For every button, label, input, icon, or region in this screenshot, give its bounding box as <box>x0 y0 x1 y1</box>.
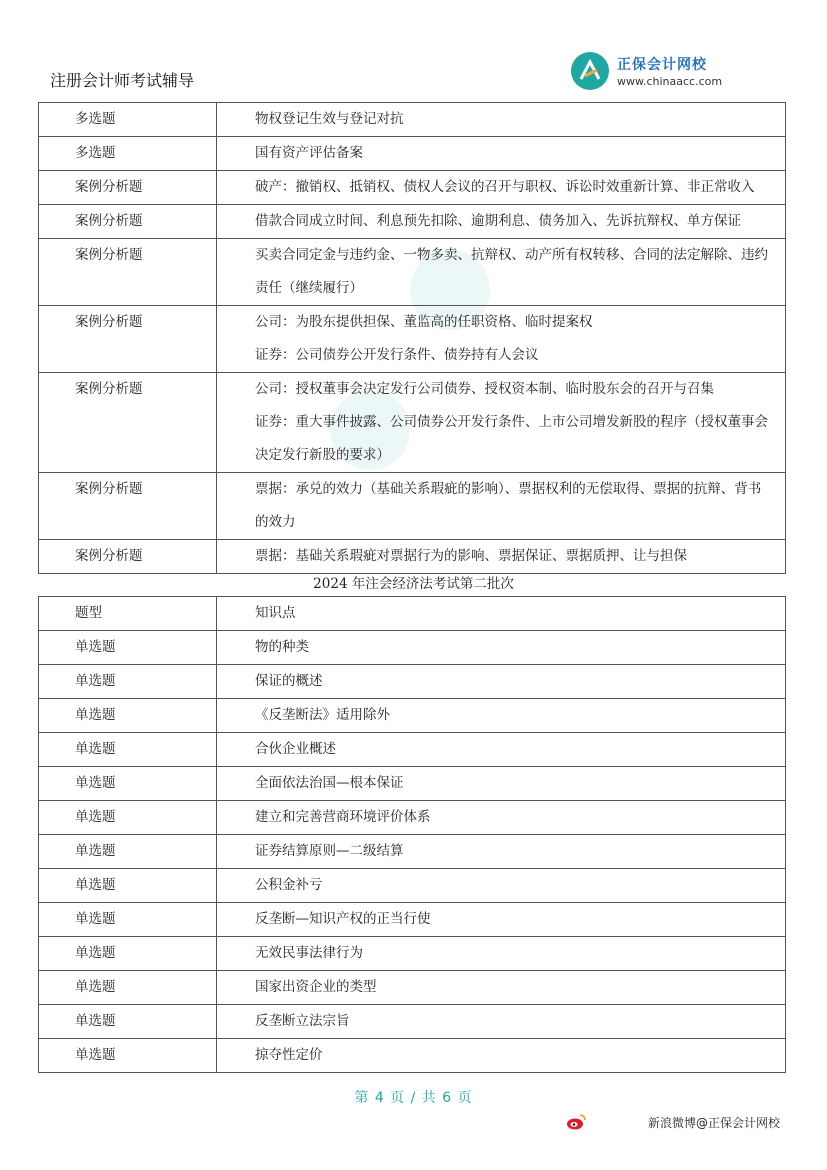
table-row <box>39 239 786 306</box>
knowledge-point-line: 证券：重大事件披露、公司债券公开发行条件、上市公司增发新股的程序（授权董事会 <box>255 414 768 430</box>
knowledge-point-cell <box>217 869 786 903</box>
table-row <box>39 1005 786 1039</box>
question-type-cell: 单选题 <box>39 767 217 801</box>
table-row <box>39 835 786 869</box>
table-row <box>39 869 786 903</box>
column-header-type: 题型 <box>39 597 217 631</box>
knowledge-point-line: 买卖合同定金与违约金、一物多卖、抗辩权、动产所有权转移、合同的法定解除、违约 <box>255 247 768 263</box>
knowledge-point-cell <box>217 665 786 699</box>
knowledge-point-line: 破产：撤销权、抵销权、债权人会议的召开与职权、诉讼时效重新计算、非正常收入 <box>255 179 755 195</box>
question-type-cell: 单选题 <box>39 937 217 971</box>
question-type-cell: 案例分析题 <box>39 171 217 205</box>
knowledge-point-line: 物权登记生效与登记对抗 <box>255 111 404 127</box>
question-type-cell: 单选题 <box>39 665 217 699</box>
knowledge-point-line: 证券：公司债券公开发行条件、债券持有人会议 <box>255 347 539 363</box>
table-row <box>39 699 786 733</box>
knowledge-point-cell <box>217 971 786 1005</box>
question-type-cell: 案例分析题 <box>39 473 217 540</box>
logo-url: www.chinaacc.com <box>617 75 723 88</box>
knowledge-point-cell <box>217 631 786 665</box>
question-type-cell: 多选题 <box>39 103 217 137</box>
logo-emblem-icon <box>571 52 609 90</box>
table-row <box>39 306 786 373</box>
exam-topics-table-1 <box>38 102 786 574</box>
table-row <box>39 767 786 801</box>
section-title: 2024 年注会经济法考试第二批次 <box>313 576 514 592</box>
question-type-cell: 单选题 <box>39 869 217 903</box>
knowledge-point-cell <box>217 699 786 733</box>
knowledge-point-line: 国家出资企业的类型 <box>255 979 377 995</box>
knowledge-point-cell <box>217 239 786 306</box>
knowledge-point-cell <box>217 733 786 767</box>
table-row <box>39 473 786 540</box>
weibo-icon <box>566 1112 586 1132</box>
knowledge-point-line: 公司：为股东提供担保、董监高的任职资格、临时提案权 <box>255 314 593 330</box>
knowledge-point-line: 证券结算原则—二级结算 <box>255 843 404 859</box>
knowledge-point-cell <box>217 903 786 937</box>
knowledge-point-line: 责任（继续履行） <box>255 280 363 296</box>
knowledge-point-cell <box>217 373 786 473</box>
question-type-cell: 案例分析题 <box>39 306 217 373</box>
question-type-cell: 案例分析题 <box>39 205 217 239</box>
question-type-cell: 单选题 <box>39 1005 217 1039</box>
table-row <box>39 205 786 239</box>
knowledge-point-cell <box>217 137 786 171</box>
table-row <box>39 171 786 205</box>
knowledge-point-cell <box>217 801 786 835</box>
knowledge-point-cell <box>217 1039 786 1073</box>
knowledge-point-line: 的效力 <box>255 514 296 530</box>
knowledge-point-cell <box>217 205 786 239</box>
knowledge-point-line: 公司：授权董事会决定发行公司债券、授权资本制、临时股东会的召开与召集 <box>255 381 714 397</box>
logo-name: 正保会计网校 <box>617 57 707 73</box>
knowledge-point-line: 国有资产评估备案 <box>255 145 363 161</box>
knowledge-point-cell <box>217 103 786 137</box>
chinaacc-logo <box>571 50 731 94</box>
knowledge-point-line: 反垄断立法宗旨 <box>255 1013 350 1029</box>
question-type-cell: 单选题 <box>39 971 217 1005</box>
knowledge-point-line: 建立和完善营商环境评价体系 <box>255 809 431 825</box>
knowledge-point-cell <box>217 540 786 574</box>
knowledge-point-cell <box>217 937 786 971</box>
table-row <box>39 903 786 937</box>
knowledge-point-line: 反垄断—知识产权的正当行使 <box>255 911 431 927</box>
table-row <box>39 801 786 835</box>
table-row <box>39 937 786 971</box>
table-row <box>39 540 786 574</box>
table-row <box>39 137 786 171</box>
knowledge-point-cell <box>217 767 786 801</box>
knowledge-point-line: 《反垄断法》适用除外 <box>255 707 390 723</box>
question-type-cell: 单选题 <box>39 903 217 937</box>
question-type-cell: 单选题 <box>39 835 217 869</box>
weibo-account: 新浪微博@正保会计网校 <box>648 1116 781 1130</box>
knowledge-point-line: 借款合同成立时间、利息预先扣除、逾期利息、债务加入、先诉抗辩权、单方保证 <box>255 213 741 229</box>
knowledge-point-cell <box>217 306 786 373</box>
knowledge-point-line: 票据：基础关系瑕疵对票据行为的影响、票据保证、票据质押、让与担保 <box>255 548 687 564</box>
document-header-title: 注册会计师考试辅导 <box>50 71 195 90</box>
question-type-cell: 单选题 <box>39 801 217 835</box>
knowledge-point-line: 掠夺性定价 <box>255 1047 323 1063</box>
question-type-cell: 案例分析题 <box>39 373 217 473</box>
knowledge-point-line: 公积金补亏 <box>255 877 323 893</box>
question-type-cell: 单选题 <box>39 699 217 733</box>
table-row <box>39 1039 786 1073</box>
exam-topics-table-2 <box>38 596 786 1073</box>
question-type-cell: 多选题 <box>39 137 217 171</box>
knowledge-point-line: 保证的概述 <box>255 673 323 689</box>
table-row <box>39 665 786 699</box>
knowledge-point-cell <box>217 473 786 540</box>
knowledge-point-line: 全面依法治国—根本保证 <box>255 775 404 791</box>
knowledge-point-line: 决定发行新股的要求） <box>255 447 390 463</box>
question-type-cell: 案例分析题 <box>39 540 217 574</box>
table-row <box>39 631 786 665</box>
knowledge-point-line: 票据：承兑的效力（基础关系瑕疵的影响）、票据权利的无偿取得、票据的抗辩、背书 <box>255 481 762 497</box>
question-type-cell: 单选题 <box>39 1039 217 1073</box>
knowledge-point-line: 物的种类 <box>255 639 309 655</box>
table-row <box>39 733 786 767</box>
table-row <box>39 971 786 1005</box>
table-row <box>39 103 786 137</box>
question-type-cell: 单选题 <box>39 733 217 767</box>
question-type-cell: 单选题 <box>39 631 217 665</box>
question-type-cell: 案例分析题 <box>39 239 217 306</box>
column-header-knowledge: 知识点 <box>217 597 786 631</box>
knowledge-point-line: 无效民事法律行为 <box>255 945 363 961</box>
knowledge-point-line: 合伙企业概述 <box>255 741 336 757</box>
table-header-row <box>39 597 786 631</box>
page-number: 第 4 页 / 共 6 页 <box>354 1090 473 1106</box>
table-row <box>39 373 786 473</box>
knowledge-point-cell <box>217 1005 786 1039</box>
knowledge-point-cell <box>217 835 786 869</box>
knowledge-point-cell <box>217 171 786 205</box>
